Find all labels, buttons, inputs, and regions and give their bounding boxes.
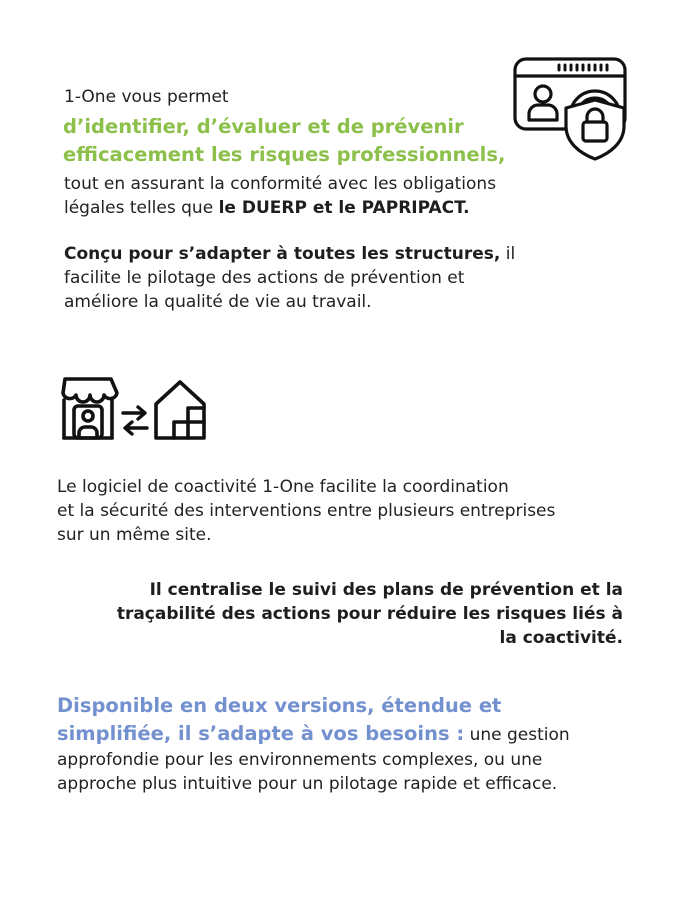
structures-bold-text: Conçu pour s’adapter à toutes les structures,	[64, 244, 501, 264]
versions-paragraph	[57, 692, 657, 796]
conformity-paragraph	[64, 172, 496, 220]
id-badge-lock-icon	[512, 56, 630, 164]
structures-text: il facilite le pilotage des actions de prévention et améliore la qualité de vie au travail.	[64, 244, 516, 312]
versions-text: une gestion approfondie pour les environnements complexes, ou une approche plus intuitive pour un pilotage rapide et efficace.	[57, 725, 570, 794]
versions-headline: Disponible en deux versions, étendue et simplifiée, il s’adapte à vos besoins :	[57, 694, 502, 745]
storefront-user-icon	[56, 376, 120, 442]
coactivity-paragraph: Le logiciel de coactivité 1-One facilite la coordination et la sécurité des interventions entre plusieurs entreprises sur un même site.	[57, 477, 556, 545]
duerp-papripact-text: le DUERP et le PAPRIPACT.	[218, 198, 470, 218]
conformity-text: tout en assurant la conformité avec les obligations légales telles que	[64, 174, 497, 218]
centralise-paragraph: Il centralise le suivi des plans de prévention et la traçabilité des actions pour réduire les risques liés à la coactivité.	[116, 580, 623, 648]
house-icon	[152, 378, 208, 442]
structures-paragraph	[64, 242, 515, 314]
headline-green: d’identifier, d’évaluer et de prévenir efficacement les risques professionnels,	[63, 115, 506, 166]
intro-text: 1-One vous permet	[64, 87, 229, 107]
swap-arrows-icon	[120, 402, 150, 438]
